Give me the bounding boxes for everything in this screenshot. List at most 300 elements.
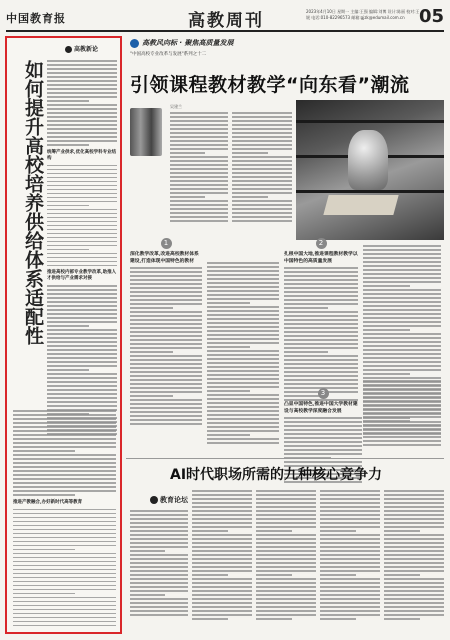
text-line bbox=[207, 362, 279, 364]
text-line bbox=[256, 526, 316, 528]
lower-col-3 bbox=[256, 490, 316, 622]
left-subhead-2: 推进高校内部专业教学改革,助推人才供给与产业需求对接 bbox=[47, 270, 117, 281]
text-line bbox=[363, 317, 441, 319]
text-line bbox=[384, 550, 444, 552]
text-line bbox=[384, 534, 444, 536]
text-line bbox=[13, 513, 116, 515]
text-line bbox=[130, 387, 202, 389]
text-line bbox=[363, 388, 441, 390]
text-line bbox=[13, 521, 116, 523]
text-line bbox=[13, 486, 116, 488]
text-line bbox=[320, 522, 380, 524]
text-line bbox=[284, 425, 362, 427]
text-line bbox=[47, 377, 117, 379]
text-line bbox=[192, 606, 252, 608]
text-line bbox=[256, 506, 316, 508]
text-line bbox=[192, 510, 252, 512]
text-line bbox=[256, 590, 316, 592]
text-line bbox=[47, 309, 117, 311]
text-line bbox=[192, 494, 252, 496]
lower-col-1 bbox=[130, 510, 188, 618]
text-line bbox=[256, 570, 316, 572]
text-line bbox=[363, 412, 441, 414]
text-line bbox=[47, 64, 117, 66]
text-line bbox=[130, 371, 202, 373]
text-line bbox=[130, 395, 173, 397]
text-line bbox=[47, 144, 89, 146]
text-line bbox=[170, 164, 228, 166]
text-line bbox=[363, 377, 441, 379]
text-line bbox=[384, 586, 444, 588]
second-headline[interactable]: AI时代职场所需的九种核心竞争力 bbox=[170, 467, 383, 483]
text-line bbox=[232, 164, 292, 166]
text-line bbox=[284, 303, 358, 305]
banner-title-text: 高教风向标 · 聚焦高质量发展 bbox=[142, 39, 234, 47]
text-line bbox=[284, 331, 358, 333]
text-line bbox=[13, 509, 116, 511]
text-line bbox=[232, 176, 292, 178]
text-line bbox=[363, 396, 441, 398]
text-line bbox=[232, 172, 292, 174]
main-intro-col-1 bbox=[170, 112, 228, 224]
text-line bbox=[363, 301, 441, 303]
text-line bbox=[47, 321, 117, 323]
text-line bbox=[13, 585, 116, 587]
text-line bbox=[130, 271, 202, 273]
text-line bbox=[384, 546, 444, 548]
text-line bbox=[47, 92, 117, 94]
column-logo bbox=[65, 44, 98, 53]
text-line bbox=[363, 384, 441, 386]
main-headline[interactable]: 引领课程教材教学“向东看”潮流 bbox=[130, 74, 410, 96]
text-line bbox=[284, 307, 328, 309]
section-title: 高教周刊 bbox=[188, 11, 264, 31]
text-line bbox=[284, 355, 358, 357]
text-line bbox=[47, 401, 117, 403]
text-line bbox=[130, 363, 202, 365]
text-line bbox=[13, 490, 116, 492]
text-line bbox=[13, 426, 116, 428]
text-line bbox=[47, 317, 117, 319]
text-line bbox=[170, 120, 228, 122]
text-line bbox=[284, 275, 358, 277]
text-line bbox=[320, 594, 380, 596]
text-line bbox=[170, 156, 228, 158]
text-line bbox=[170, 184, 228, 186]
text-line bbox=[284, 453, 362, 455]
text-line bbox=[284, 343, 358, 345]
text-line bbox=[13, 470, 116, 472]
text-line bbox=[13, 577, 116, 579]
text-line bbox=[192, 562, 252, 564]
text-line bbox=[207, 342, 279, 344]
text-line bbox=[384, 598, 444, 600]
text-line bbox=[256, 498, 316, 500]
text-line bbox=[320, 502, 380, 504]
text-line bbox=[363, 337, 441, 339]
issue-info: 2023年4月10日 星期一 主编:王强 编辑:刘博 设计:陈丽 校对:王媛 电话:010-82296573 邮箱:gjzk@edumail.com.cn bbox=[306, 9, 420, 20]
text-line bbox=[170, 132, 228, 134]
text-line bbox=[130, 331, 202, 333]
text-line bbox=[284, 315, 358, 317]
text-line bbox=[207, 274, 279, 276]
text-line bbox=[284, 267, 358, 269]
text-line bbox=[207, 314, 279, 316]
text-line bbox=[130, 610, 188, 612]
text-line bbox=[207, 402, 279, 404]
text-line bbox=[256, 502, 316, 504]
text-line bbox=[47, 253, 117, 255]
lower-col-5 bbox=[384, 490, 444, 622]
text-line bbox=[363, 293, 441, 295]
text-line bbox=[130, 518, 188, 520]
text-line bbox=[284, 441, 362, 443]
text-line bbox=[363, 444, 441, 446]
text-line bbox=[384, 574, 420, 576]
text-line bbox=[130, 526, 188, 528]
text-line bbox=[256, 534, 316, 536]
forum-logo bbox=[150, 495, 188, 505]
text-line bbox=[13, 478, 116, 480]
text-line bbox=[363, 321, 441, 323]
text-line bbox=[130, 570, 188, 572]
text-line bbox=[13, 494, 75, 496]
text-line bbox=[47, 325, 89, 327]
text-line bbox=[130, 351, 173, 353]
text-line bbox=[13, 581, 116, 583]
text-line bbox=[384, 590, 444, 592]
left-subhead-1: 统筹产业供求,优化高校学科专业结构 bbox=[47, 149, 117, 161]
text-line bbox=[130, 574, 188, 576]
text-line bbox=[384, 518, 444, 520]
text-line bbox=[130, 514, 188, 516]
text-line bbox=[256, 494, 316, 496]
text-line bbox=[384, 578, 444, 580]
text-line bbox=[130, 283, 202, 285]
text-line bbox=[284, 323, 358, 325]
text-line bbox=[384, 530, 420, 532]
text-line bbox=[384, 566, 444, 568]
text-line bbox=[363, 349, 441, 351]
text-line bbox=[256, 598, 316, 600]
text-line bbox=[284, 311, 358, 313]
column-logo-text: 高教新论 bbox=[74, 46, 99, 53]
text-line bbox=[384, 594, 444, 596]
text-line bbox=[130, 267, 202, 269]
text-line bbox=[170, 148, 228, 150]
text-line bbox=[130, 399, 202, 401]
text-line bbox=[130, 415, 202, 417]
text-line bbox=[130, 598, 188, 600]
text-line bbox=[320, 562, 380, 564]
text-line bbox=[47, 140, 117, 142]
section-1-title: 深化教学改革,改进高校教材体系建设,打造体现中国特色的教材 bbox=[130, 251, 199, 264]
main-intro-col-2 bbox=[232, 112, 292, 224]
text-line bbox=[363, 333, 441, 335]
text-line bbox=[363, 432, 441, 434]
text-line bbox=[130, 510, 188, 512]
text-line bbox=[284, 347, 358, 349]
text-line bbox=[232, 184, 292, 186]
text-line bbox=[207, 398, 279, 400]
text-line bbox=[170, 176, 228, 178]
text-line bbox=[47, 100, 89, 102]
text-line bbox=[207, 430, 279, 432]
text-line bbox=[207, 290, 279, 292]
text-line bbox=[192, 490, 252, 492]
text-line bbox=[232, 144, 292, 146]
lower-col-4 bbox=[320, 490, 380, 622]
text-line bbox=[284, 295, 358, 297]
text-line bbox=[47, 177, 117, 179]
text-line bbox=[47, 165, 117, 167]
text-line bbox=[170, 172, 228, 174]
text-line bbox=[130, 578, 188, 580]
text-line bbox=[284, 279, 358, 281]
text-line bbox=[284, 367, 358, 369]
text-line bbox=[363, 269, 441, 271]
text-line bbox=[192, 590, 252, 592]
text-line bbox=[207, 390, 250, 392]
text-line bbox=[320, 602, 380, 604]
text-line bbox=[320, 586, 380, 588]
forum-logo-text: 教育论坛 bbox=[160, 495, 188, 504]
text-line bbox=[320, 618, 356, 620]
text-line bbox=[232, 124, 292, 126]
text-line bbox=[320, 574, 356, 576]
text-line bbox=[47, 261, 117, 263]
text-line bbox=[284, 449, 362, 451]
text-line bbox=[256, 602, 316, 604]
text-line bbox=[320, 550, 380, 552]
text-line bbox=[192, 566, 252, 568]
text-line bbox=[284, 375, 358, 377]
text-line bbox=[207, 422, 279, 424]
text-line bbox=[320, 590, 380, 592]
section-2-title: 扎根中国大地,推进课程教材教学以中国特色的高质量发展 bbox=[284, 251, 358, 264]
text-line bbox=[192, 594, 252, 596]
text-line bbox=[47, 173, 117, 175]
text-line bbox=[363, 277, 441, 279]
text-line bbox=[363, 261, 441, 263]
text-line bbox=[13, 533, 116, 535]
text-line bbox=[207, 366, 279, 368]
text-line bbox=[320, 570, 380, 572]
text-line bbox=[47, 120, 117, 122]
text-line bbox=[192, 502, 252, 504]
text-line bbox=[170, 180, 228, 182]
text-line bbox=[192, 586, 252, 588]
text-line bbox=[47, 108, 117, 110]
text-line bbox=[170, 216, 228, 218]
text-line bbox=[207, 310, 279, 312]
text-line bbox=[256, 578, 316, 580]
text-line bbox=[130, 315, 202, 317]
text-line bbox=[320, 606, 380, 608]
text-line bbox=[284, 445, 362, 447]
text-line bbox=[384, 522, 444, 524]
text-line bbox=[384, 558, 444, 560]
text-line bbox=[13, 561, 116, 563]
text-line bbox=[284, 271, 358, 273]
text-line bbox=[130, 343, 202, 345]
text-line bbox=[47, 221, 117, 223]
text-line bbox=[384, 618, 420, 620]
text-line bbox=[47, 345, 117, 347]
text-line bbox=[130, 522, 188, 524]
text-line bbox=[130, 319, 202, 321]
text-line bbox=[130, 279, 202, 281]
text-line bbox=[363, 380, 441, 382]
text-line bbox=[130, 590, 188, 592]
text-line bbox=[130, 275, 202, 277]
text-line bbox=[363, 305, 441, 307]
text-line bbox=[13, 474, 116, 476]
robot-library-photo bbox=[296, 100, 444, 240]
text-line bbox=[207, 414, 279, 416]
text-line bbox=[47, 301, 117, 303]
text-line bbox=[170, 160, 228, 162]
text-line bbox=[47, 189, 117, 191]
text-line bbox=[207, 302, 250, 304]
text-line bbox=[13, 537, 116, 539]
text-line bbox=[232, 116, 292, 118]
text-line bbox=[232, 120, 292, 122]
left-column-article[interactable] bbox=[5, 36, 122, 634]
text-line bbox=[47, 201, 117, 203]
text-line bbox=[320, 614, 380, 616]
text-line bbox=[130, 566, 188, 568]
text-line bbox=[192, 598, 252, 600]
text-line bbox=[13, 418, 116, 420]
text-line bbox=[130, 311, 202, 313]
text-line bbox=[363, 357, 441, 359]
text-line bbox=[47, 193, 117, 195]
text-line bbox=[130, 530, 188, 532]
text-line bbox=[232, 128, 292, 130]
text-line bbox=[130, 594, 165, 596]
text-line bbox=[256, 594, 316, 596]
text-line bbox=[47, 293, 117, 295]
forum-logo-icon bbox=[150, 496, 158, 504]
text-line bbox=[284, 335, 358, 337]
text-line bbox=[192, 554, 252, 556]
left-article-body bbox=[47, 60, 117, 437]
text-line bbox=[192, 534, 252, 536]
text-line bbox=[256, 546, 316, 548]
text-line bbox=[13, 569, 116, 571]
text-line bbox=[192, 498, 252, 500]
text-line bbox=[320, 490, 380, 492]
text-line bbox=[363, 253, 441, 255]
text-line bbox=[207, 262, 279, 264]
lower-col-2 bbox=[192, 490, 252, 622]
newspaper-logo: 中国教育报 bbox=[6, 12, 66, 25]
text-line bbox=[47, 96, 117, 98]
text-line bbox=[13, 525, 116, 527]
text-line bbox=[284, 421, 362, 423]
text-line bbox=[256, 574, 292, 576]
text-line bbox=[47, 389, 117, 391]
text-line bbox=[13, 482, 116, 484]
text-line bbox=[320, 538, 380, 540]
section-1-cont bbox=[207, 262, 279, 446]
text-line bbox=[192, 522, 252, 524]
text-line bbox=[13, 617, 116, 619]
text-line bbox=[256, 558, 316, 560]
divider bbox=[126, 458, 444, 459]
text-line bbox=[384, 562, 444, 564]
main-author: 吴建兰 bbox=[170, 104, 182, 109]
text-line bbox=[363, 329, 410, 331]
text-line bbox=[130, 291, 202, 293]
text-line bbox=[13, 565, 116, 567]
text-line bbox=[384, 502, 444, 504]
text-line bbox=[47, 213, 117, 215]
text-line bbox=[47, 181, 117, 183]
text-line bbox=[363, 400, 441, 402]
text-line bbox=[207, 386, 279, 388]
text-line bbox=[363, 428, 441, 430]
text-line bbox=[13, 545, 116, 547]
text-line bbox=[130, 606, 188, 608]
text-line bbox=[207, 266, 279, 268]
text-line bbox=[47, 405, 117, 407]
text-line bbox=[13, 442, 116, 444]
text-line bbox=[232, 196, 268, 198]
text-line bbox=[363, 285, 410, 287]
text-line bbox=[47, 104, 117, 106]
text-line bbox=[130, 347, 202, 349]
text-line bbox=[232, 152, 268, 154]
text-line bbox=[170, 220, 228, 222]
text-line bbox=[207, 350, 279, 352]
text-line bbox=[284, 319, 358, 321]
text-line bbox=[363, 365, 441, 367]
text-line bbox=[284, 327, 358, 329]
text-line bbox=[47, 205, 89, 207]
text-line bbox=[207, 286, 279, 288]
text-line bbox=[256, 550, 316, 552]
text-line bbox=[47, 169, 117, 171]
text-line bbox=[192, 550, 252, 552]
text-line bbox=[47, 385, 117, 387]
text-line bbox=[284, 433, 362, 435]
text-line bbox=[47, 361, 117, 363]
text-line bbox=[363, 281, 441, 283]
text-line bbox=[363, 249, 441, 251]
text-line bbox=[170, 192, 228, 194]
text-line bbox=[130, 403, 202, 405]
text-line bbox=[256, 610, 316, 612]
text-line bbox=[320, 514, 380, 516]
text-line bbox=[47, 393, 117, 395]
text-line bbox=[192, 506, 252, 508]
text-line bbox=[232, 160, 292, 162]
text-line bbox=[130, 335, 202, 337]
text-line bbox=[47, 217, 117, 219]
text-line bbox=[320, 598, 380, 600]
text-line bbox=[47, 241, 117, 243]
text-line bbox=[170, 136, 228, 138]
text-line bbox=[363, 440, 441, 442]
text-line bbox=[320, 582, 380, 584]
text-line bbox=[130, 339, 202, 341]
text-line bbox=[256, 538, 316, 540]
page-number: 05 bbox=[418, 6, 444, 27]
text-line bbox=[170, 200, 228, 202]
text-line bbox=[207, 338, 279, 340]
